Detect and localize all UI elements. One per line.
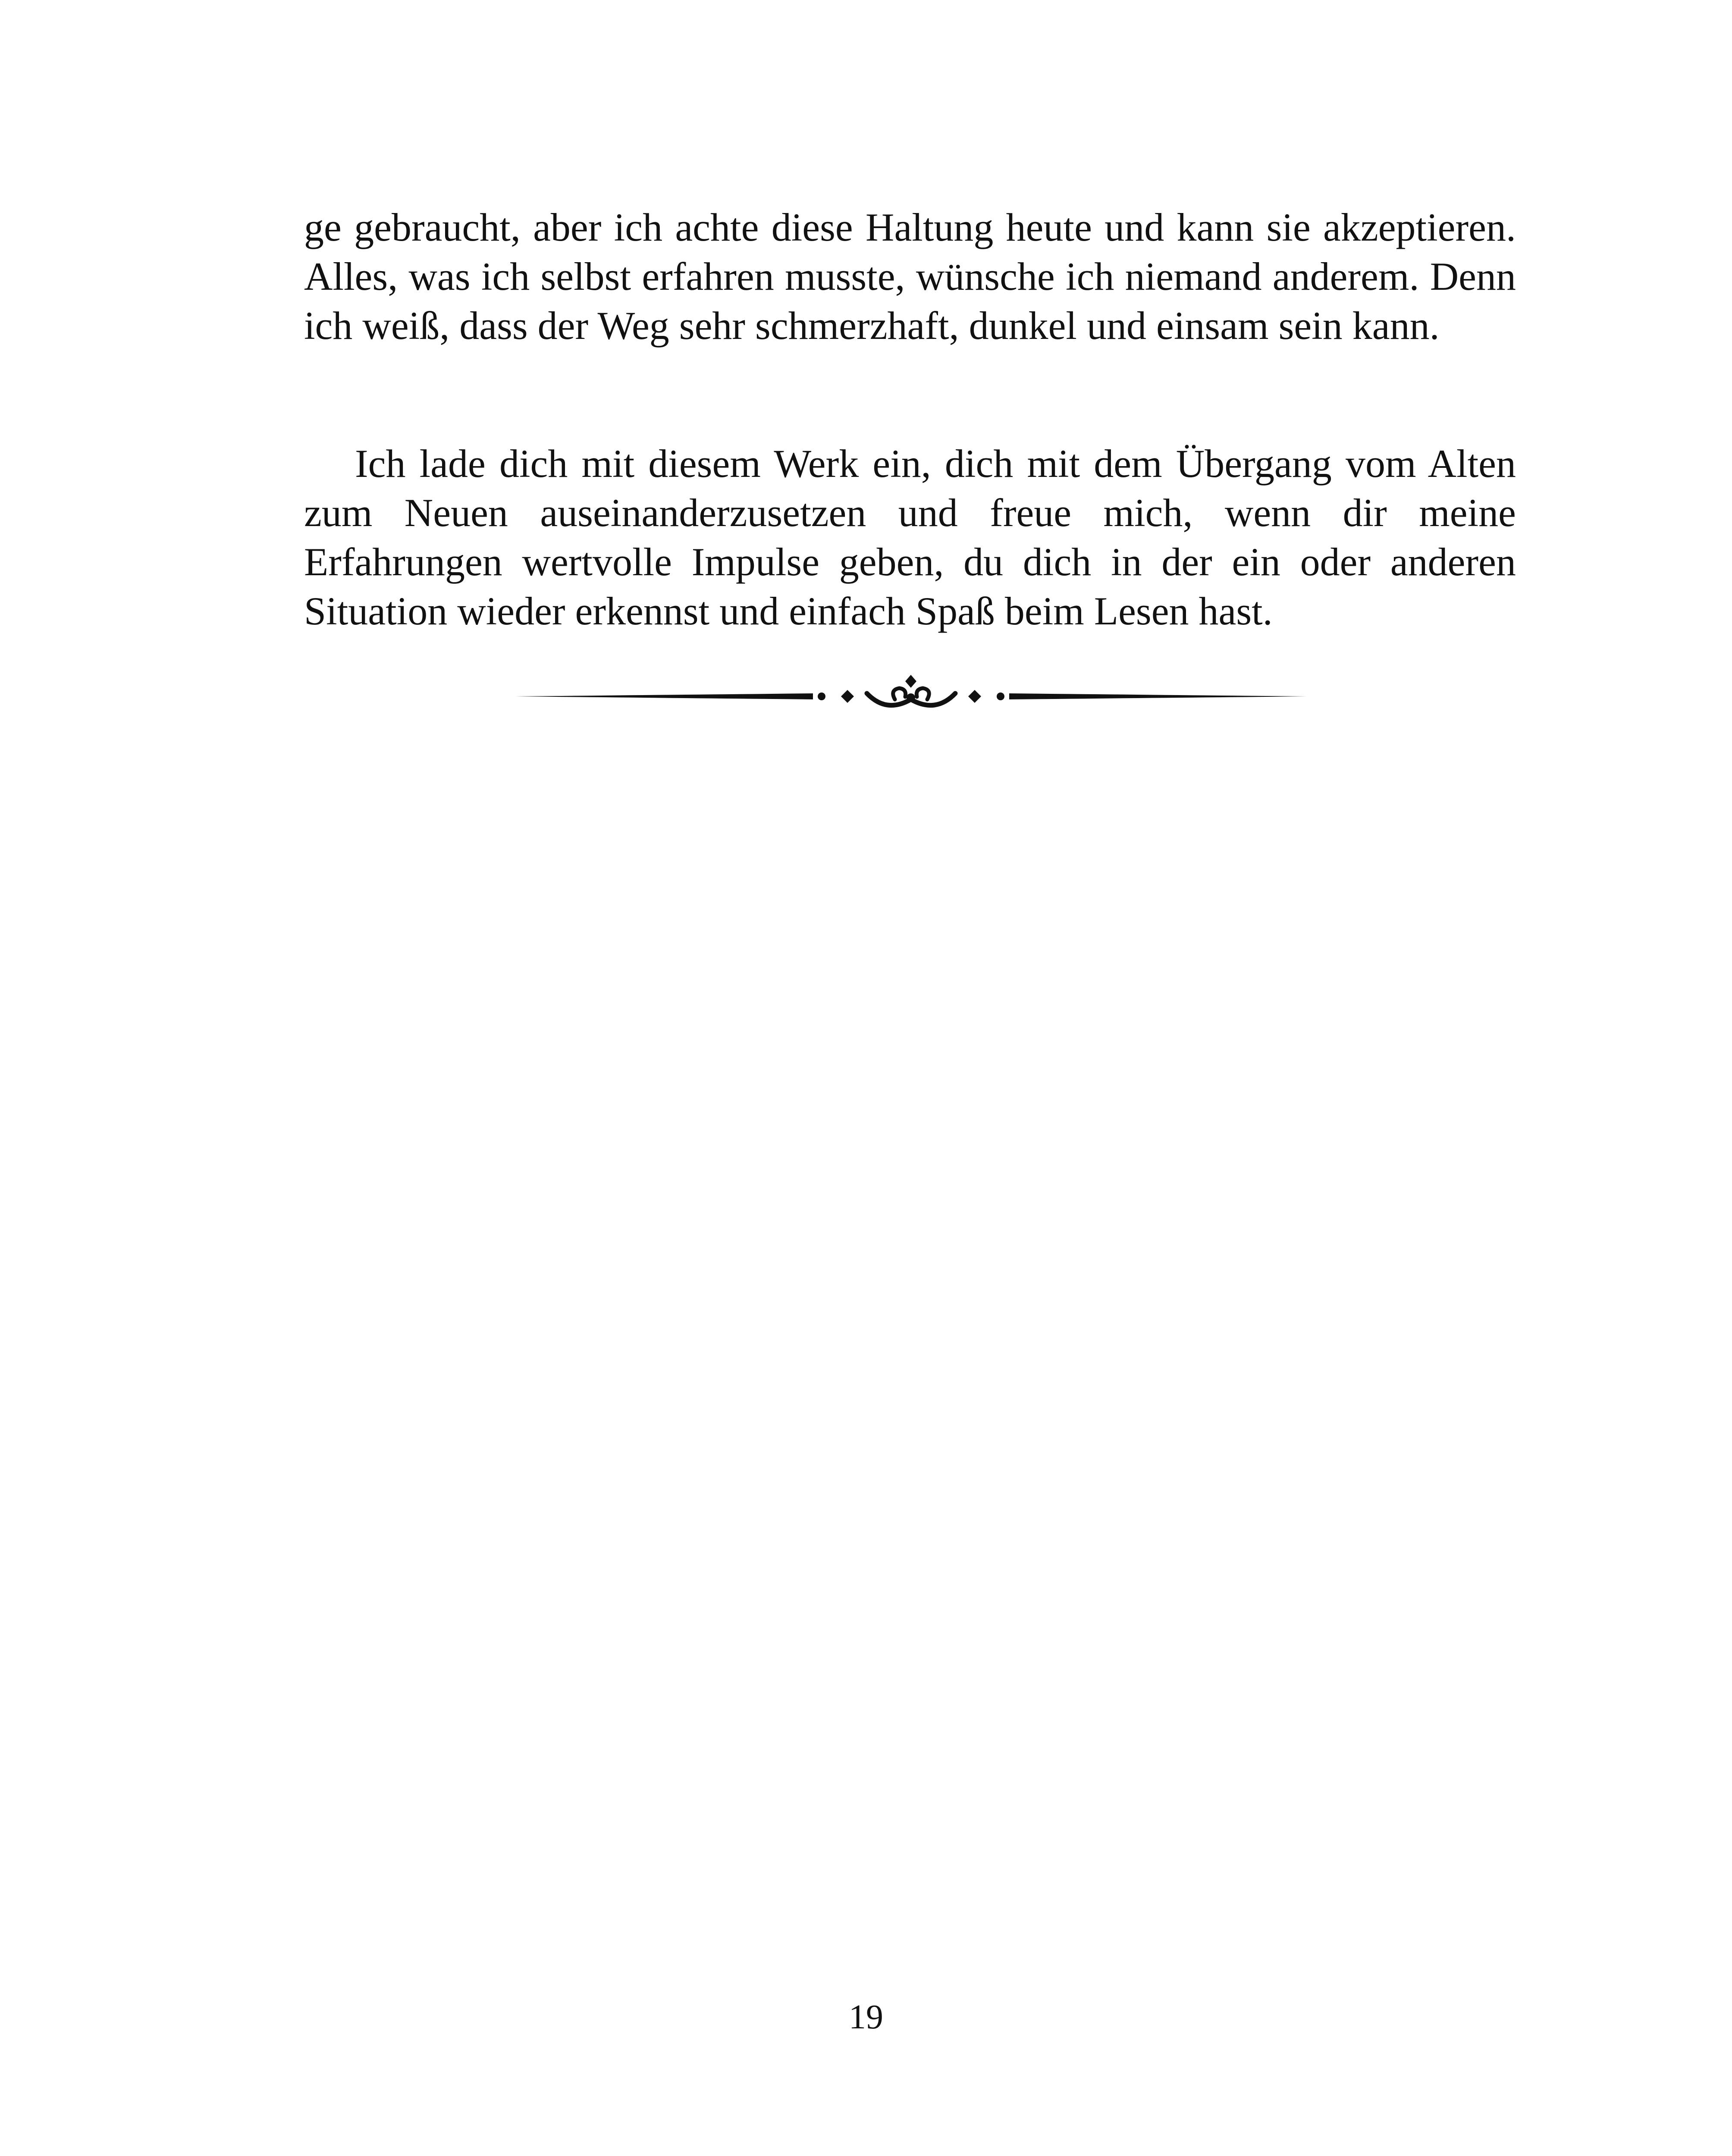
divider-right-rule — [1009, 693, 1307, 699]
page-number: 19 — [849, 1998, 883, 2036]
divider-dot-right — [997, 693, 1004, 700]
paragraph-text: ge gebraucht, aber ich achte diese Haltung heute und kann sie akzeptieren. Alles, was ich selbst erfahren musste, wünsche ich niemand anderem. Denn ich weiß, dass der Weg sehr schmerzhaft, dunkel und einsam sein kann. — [304, 205, 1516, 348]
divider-diamond-left — [841, 690, 854, 703]
paragraph-closing — [304, 439, 1516, 636]
paragraph-continuation — [304, 203, 1516, 350]
paragraph-text: Ich lade dich mit diesem Werk ein, dich mit dem Übergang vom Alten zum Neuen auseinanderzusetzen und freue mich, wenn dir meine Erfahrungen wertvolle Impulse geben, du dich in der ein oder anderen Situation wieder erkennst und einfach Spaß beim Lesen hast. — [304, 442, 1516, 633]
divider-diamond-right — [968, 690, 981, 703]
divider-curl-left — [893, 688, 906, 699]
divider-top-diamond — [905, 675, 916, 688]
divider-curl-right — [916, 688, 929, 699]
divider-left-rule — [515, 693, 813, 699]
divider-dot-left — [818, 693, 825, 700]
decorative-divider-icon — [515, 673, 1307, 720]
divider-center-dot — [907, 693, 915, 702]
